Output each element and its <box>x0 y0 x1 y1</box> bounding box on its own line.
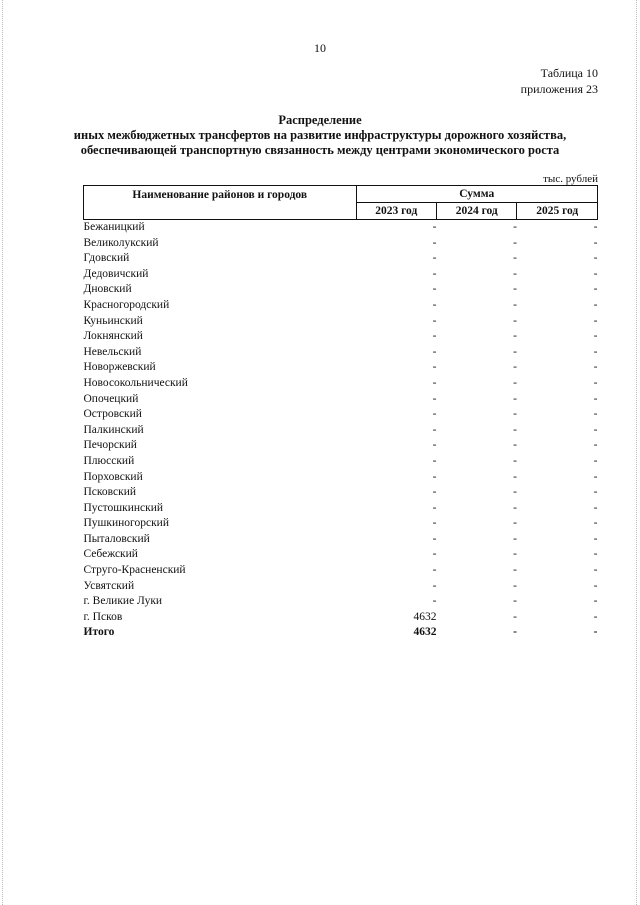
value-2025-cell: - <box>593 314 598 327</box>
value-2025-cell: - <box>593 439 598 452</box>
value-2023-cell: - <box>432 298 437 311</box>
value-2025-cell: - <box>593 564 598 577</box>
value-2025-cell: - <box>593 298 598 311</box>
value-2025-cell: - <box>593 454 598 467</box>
value-2024-cell: - <box>513 564 517 577</box>
value-2025-cell: - <box>593 532 598 545</box>
header-year-2024: 2024 год <box>436 203 516 220</box>
document-title <box>0 113 640 158</box>
value-2025-cell: - <box>593 548 598 561</box>
value-2025-cell: - <box>593 283 598 296</box>
value-2024-cell: - <box>513 252 517 265</box>
value-2024-cell: - <box>513 595 517 608</box>
value-2023-cell: - <box>432 454 437 467</box>
header-year-2023: 2023 год <box>356 203 436 220</box>
value-2023-cell: - <box>432 267 437 280</box>
table-row <box>84 314 598 330</box>
value-2024-cell: - <box>513 517 517 530</box>
value-2023-cell: - <box>432 376 437 389</box>
title-line1: Распределение <box>278 113 362 127</box>
value-2023-cell: - <box>432 408 437 421</box>
value-2024-cell: - <box>513 470 517 483</box>
value-2024-cell: - <box>513 532 517 545</box>
table-row <box>84 438 598 454</box>
title-line2: иных межбюджетных трансфертов на развитие инфраструктуры дорожного хозяйства, <box>73 128 567 142</box>
value-2025-cell: - <box>593 595 598 608</box>
table-row <box>84 407 598 423</box>
district-name-cell: Невельский <box>83 345 142 358</box>
value-2024-cell: - <box>513 376 517 389</box>
value-2025-cell: - <box>593 345 598 358</box>
value-2023-cell: - <box>432 361 437 374</box>
distribution-table <box>83 185 598 641</box>
value-2023-cell: - <box>432 439 437 452</box>
value-2025-cell: - <box>593 252 598 265</box>
value-2023-cell: - <box>432 486 437 499</box>
table-row <box>84 376 598 392</box>
value-2024-cell: - <box>513 221 517 233</box>
value-2025-cell: - <box>593 626 598 639</box>
value-2025-cell: - <box>593 236 598 249</box>
units-label: тыс. рублей <box>543 173 598 185</box>
value-2025-cell: - <box>593 408 598 421</box>
table-reference <box>521 65 598 97</box>
value-2024-cell: - <box>513 579 517 592</box>
value-2024-cell: - <box>513 345 517 358</box>
value-2023-cell: - <box>432 314 437 327</box>
value-2023-cell: - <box>432 517 437 530</box>
district-name-cell: Опочецкий <box>83 392 139 405</box>
value-2025-cell: - <box>593 392 598 405</box>
page-number: 10 <box>314 41 326 55</box>
value-2025-cell: - <box>593 361 598 374</box>
table-row <box>84 470 598 486</box>
value-2023-cell: 4632 <box>413 610 437 623</box>
table-row <box>84 532 598 548</box>
table-row <box>84 360 598 376</box>
title-line3: обеспечивающей транспортную связанность между центрами экономического роста <box>80 143 560 157</box>
district-name-cell: Великолукский <box>83 236 159 249</box>
table-row <box>84 345 598 361</box>
value-2024-cell: - <box>513 330 517 343</box>
value-2025-cell: - <box>593 376 598 389</box>
table-row <box>84 392 598 408</box>
district-name-cell: Палкинский <box>83 423 144 436</box>
value-2023-cell: - <box>432 564 437 577</box>
value-2025-cell: - <box>593 221 598 233</box>
value-2023-cell: - <box>432 236 437 249</box>
district-name-cell: Плюсский <box>83 454 135 467</box>
value-2025-cell: - <box>593 486 598 499</box>
value-2024-cell: - <box>513 548 517 561</box>
table-row <box>84 282 598 298</box>
district-name-cell: Пустошкинский <box>83 501 164 514</box>
table-ref-line1: Таблица 10 <box>540 66 598 80</box>
value-2023-cell: - <box>432 392 437 405</box>
district-name-cell: Псковский <box>83 486 137 499</box>
value-2023-cell: - <box>432 283 437 296</box>
value-2025-cell: - <box>593 470 598 483</box>
district-name-cell: Печорский <box>83 439 137 452</box>
table-row <box>84 236 598 252</box>
value-2024-cell: - <box>513 298 517 311</box>
value-2024-cell: - <box>513 454 517 467</box>
table-row <box>84 485 598 501</box>
table-row <box>84 423 598 439</box>
value-2024-cell: - <box>513 610 517 623</box>
value-2024-cell: - <box>513 439 517 452</box>
value-2024-cell: - <box>513 361 517 374</box>
value-2024-cell: - <box>513 314 517 327</box>
value-2025-cell: - <box>593 423 598 436</box>
table-body <box>84 220 598 642</box>
value-2023-cell: - <box>432 330 437 343</box>
value-2024-cell: - <box>513 423 517 436</box>
table-row <box>84 516 598 532</box>
value-2025-cell: - <box>593 501 598 514</box>
header-year-2025: 2025 год <box>517 203 598 220</box>
header-name: Наименование районов и городов <box>84 186 357 220</box>
value-2023-cell: - <box>432 345 437 358</box>
table-row <box>84 547 598 563</box>
district-name-cell: Дедовичский <box>83 267 149 280</box>
district-name-cell: Гдовский <box>83 252 130 265</box>
district-name-cell: Локнянский <box>83 330 143 343</box>
value-2023-cell: - <box>432 501 437 514</box>
value-2023-cell: - <box>432 532 437 545</box>
table-row <box>84 251 598 267</box>
table-row <box>84 610 598 626</box>
value-2024-cell: - <box>513 408 517 421</box>
district-name-cell: Куньинский <box>83 314 143 327</box>
value-2024-cell: - <box>513 267 517 280</box>
district-name-cell: Порховский <box>83 470 143 483</box>
value-2025-cell: - <box>593 330 598 343</box>
district-name-cell: г. Великие Луки <box>83 595 163 608</box>
table-row <box>84 267 598 283</box>
value-2025-cell: - <box>593 267 598 280</box>
district-name-cell: Бежаницкий <box>83 221 145 233</box>
district-name-cell: Островский <box>83 408 142 421</box>
value-2023-cell: - <box>432 579 437 592</box>
value-2025-cell: - <box>593 610 598 623</box>
district-name-cell: Новоржевский <box>83 361 156 374</box>
table-row <box>84 298 598 314</box>
value-2023-cell: - <box>432 221 437 233</box>
district-name-cell: Красногородский <box>83 298 170 311</box>
district-name-cell: Себежский <box>83 548 138 561</box>
district-name-cell: Итого <box>83 626 115 639</box>
table-row <box>84 454 598 470</box>
value-2024-cell: - <box>513 626 517 639</box>
table-row <box>84 220 598 236</box>
value-2024-cell: - <box>513 236 517 249</box>
district-name-cell: Пыталовский <box>83 532 150 545</box>
table-row <box>84 329 598 345</box>
district-name-cell: Пушкиногорский <box>83 517 169 530</box>
value-2025-cell: - <box>593 517 598 530</box>
table-row <box>84 501 598 517</box>
district-name-cell: Новосокольнический <box>83 376 188 389</box>
table-row <box>84 579 598 595</box>
value-2024-cell: - <box>513 392 517 405</box>
district-name-cell: Струго-Красненский <box>83 564 186 577</box>
value-2023-cell: - <box>432 595 437 608</box>
value-2023-cell: - <box>432 252 437 265</box>
header-sum: Сумма <box>356 186 598 203</box>
table-row <box>84 563 598 579</box>
value-2024-cell: - <box>513 283 517 296</box>
value-2024-cell: - <box>513 486 517 499</box>
value-2023-cell: - <box>432 423 437 436</box>
district-name-cell: г. Псков <box>83 610 123 623</box>
district-name-cell: Усвятский <box>83 579 135 592</box>
total-row <box>84 625 598 641</box>
value-2023-cell: - <box>432 548 437 561</box>
value-2024-cell: - <box>513 501 517 514</box>
table-ref-line2: приложения 23 <box>520 82 598 96</box>
value-2023-cell: 4632 <box>413 626 437 639</box>
district-name-cell: Дновский <box>83 283 132 296</box>
table-row <box>84 594 598 610</box>
value-2023-cell: - <box>432 470 437 483</box>
value-2025-cell: - <box>593 579 598 592</box>
